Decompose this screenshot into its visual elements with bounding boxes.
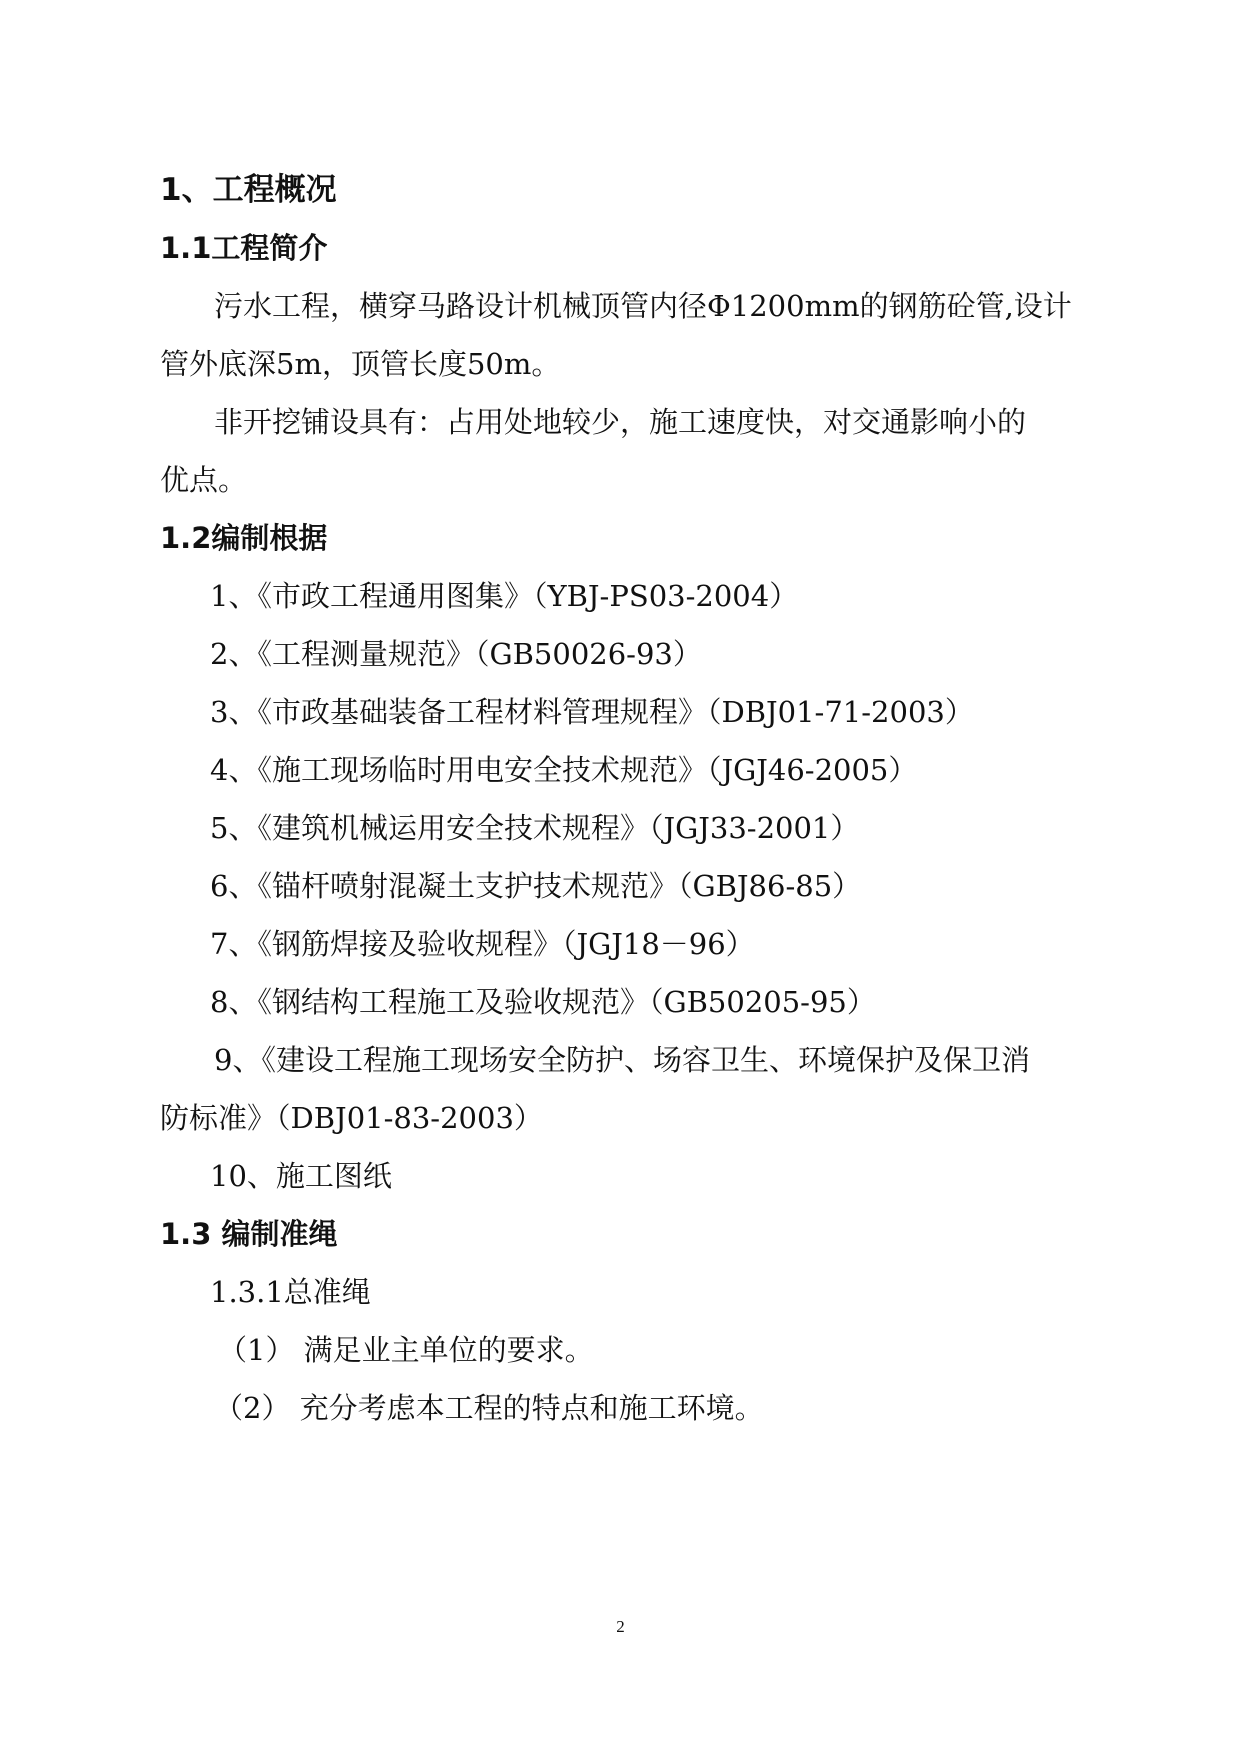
principle-point-2: （2） 充分考虑本工程的特点和施工环境。 <box>214 1391 764 1425</box>
basis-item-10: 10、施工图纸 <box>210 1159 392 1193</box>
basis-item-7: 7、《钢筋焊接及验收规程》（JGJ18－96） <box>210 927 755 961</box>
basis-item-9-line-1: 9、《建设工程施工现场安全防护、场容卫生、环境保护及保卫消 <box>214 1043 1030 1077</box>
advantage-paragraph-line-2: 优点。 <box>160 463 248 497</box>
subsection-heading-1-3-1: 1.3.1总准绳 <box>210 1275 371 1309</box>
basis-item-1: 1、《市政工程通用图集》（YBJ-PS03-2004） <box>210 579 799 613</box>
intro-paragraph-line-2: 管外底深5m，顶管长度50m。 <box>160 347 561 381</box>
basis-item-3: 3、《市政基础装备工程材料管理规程》（DBJ01-71-2003） <box>210 695 974 729</box>
page-number: 2 <box>616 1617 625 1636</box>
basis-item-2: 2、《工程测量规范》（GB50026-93） <box>210 637 702 671</box>
section-heading-1: 1、工程概况 <box>160 172 337 208</box>
basis-item-8: 8、《钢结构工程施工及验收规范》（GB50205-95） <box>210 985 876 1019</box>
section-heading-1-2: 1.2编制根据 <box>160 521 328 555</box>
basis-item-5: 5、《建筑机械运用安全技术规程》（JGJ33-2001） <box>210 811 860 845</box>
basis-item-9-line-2: 防标准》（DBJ01-83-2003） <box>160 1101 543 1135</box>
advantage-paragraph-line-1: 非开挖铺设具有：占用处地较少，施工速度快，对交通影响小的 <box>214 405 1027 439</box>
basis-item-6: 6、《锚杆喷射混凝土支护技术规范》（GBJ86-85） <box>210 869 862 903</box>
section-heading-1-3: 1.3 编制准绳 <box>160 1217 338 1251</box>
basis-item-4: 4、《施工现场临时用电安全技术规范》（JGJ46-2005） <box>210 753 918 787</box>
section-heading-1-1: 1.1工程简介 <box>160 231 328 265</box>
intro-paragraph-line-1: 污水工程，横穿马路设计机械顶管内径Φ1200mm的钢筋砼管,设计 <box>214 289 1072 323</box>
principle-point-1: （1） 满足业主单位的要求。 <box>218 1333 594 1367</box>
